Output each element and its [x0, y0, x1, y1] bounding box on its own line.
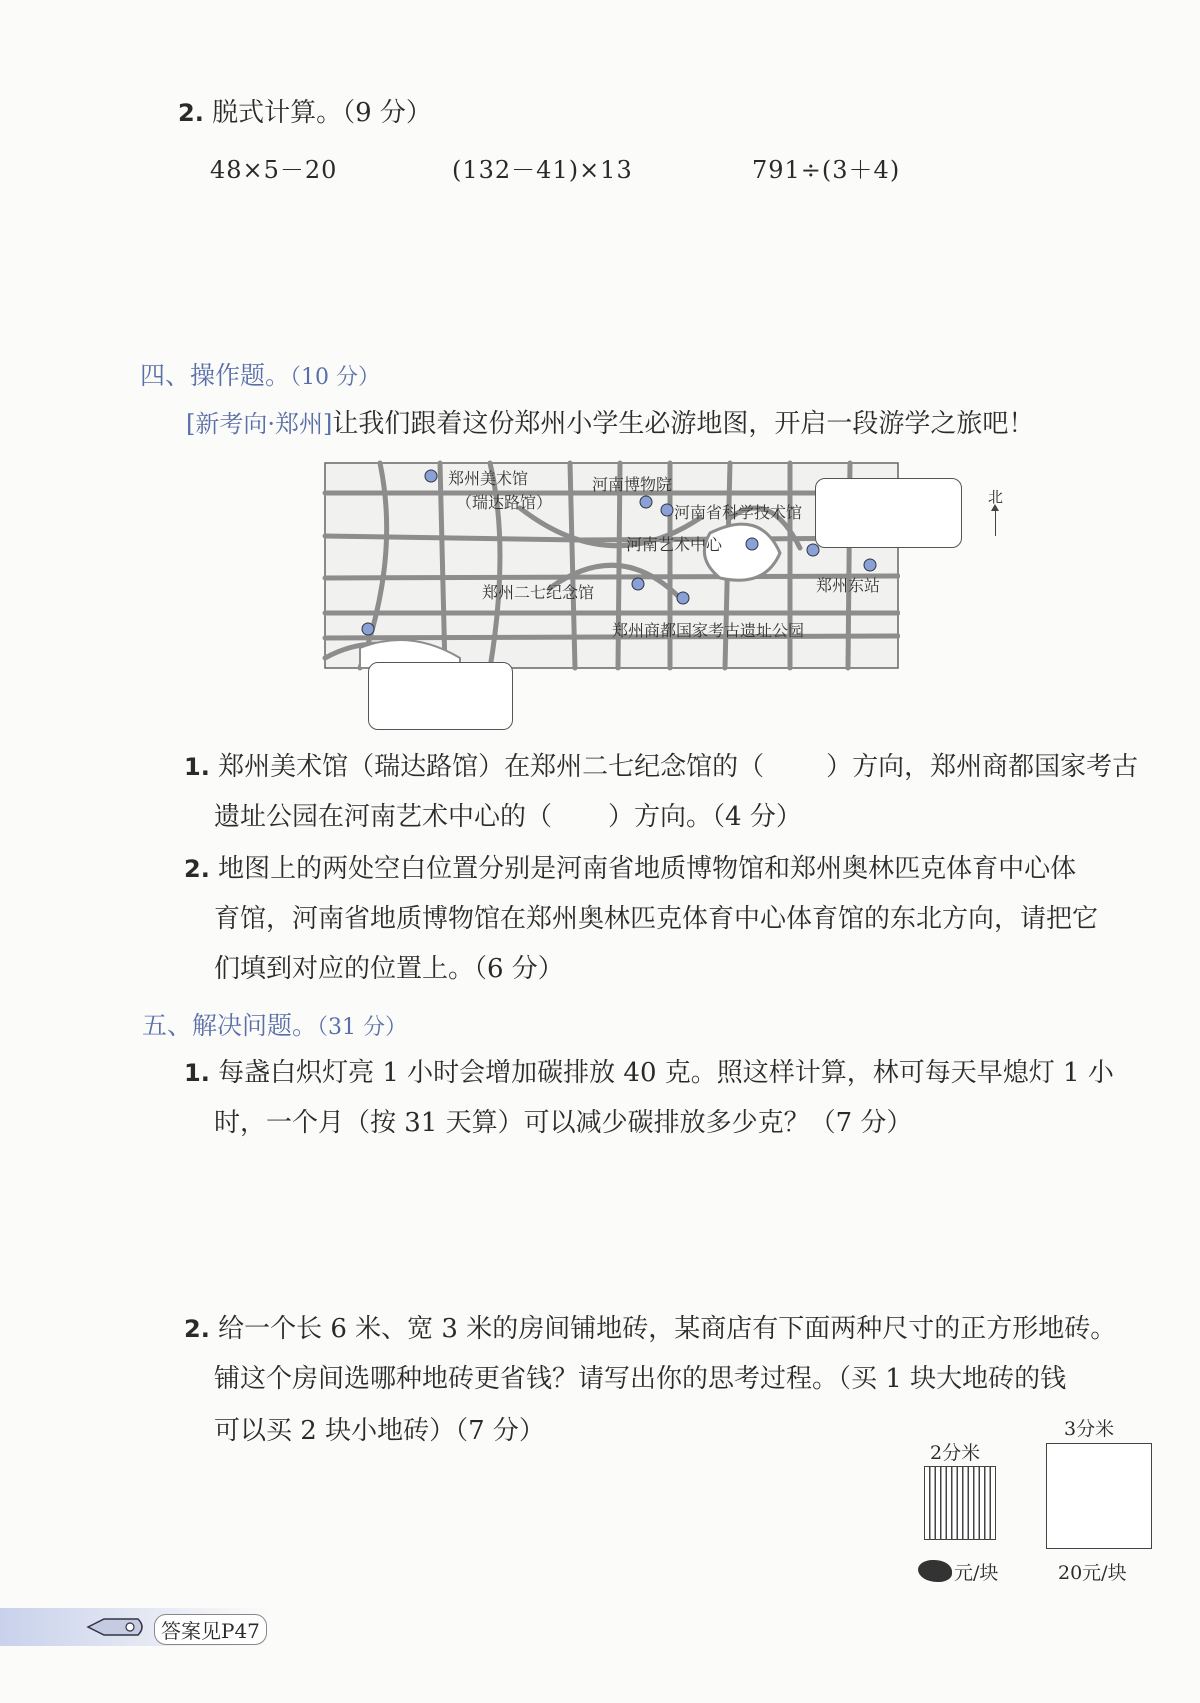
q1-text-a: 郑州美术馆（瑞达路馆）在郑州二七纪念馆的（: [218, 752, 765, 782]
label-science-museum: 河南省科学技术馆: [674, 503, 803, 522]
new-trend-tag: [新考向·郑州]: [186, 410, 333, 438]
question-number: 1.: [184, 753, 210, 781]
section-points: （31 分）: [317, 1015, 408, 1040]
blank-box-northeast[interactable]: [815, 478, 962, 548]
small-tile-price: 元/块: [954, 1562, 999, 1584]
small-tile: [924, 1466, 996, 1540]
label-shang-park: 郑州商都国家考古遗址公园: [612, 621, 805, 640]
s2-line1: 给一个长 6 米、宽 3 米的房间铺地砖，某商店有下面两种尺寸的正方形地砖。: [218, 1314, 1117, 1344]
s2-line2: 铺这个房间选哪种地砖更省钱？请写出你的思考过程。（买 1 块大地砖的钱: [214, 1364, 1067, 1394]
ink-blot-icon: [918, 1560, 952, 1582]
expression-1: 48×5－20: [210, 156, 338, 184]
pin-memorial: [632, 578, 644, 590]
expression-2: (132－41)×13: [452, 156, 633, 184]
label-east-station: 郑州东站: [816, 576, 881, 595]
label-art-museum: 郑州美术馆: [448, 469, 529, 488]
question-text: 脱式计算。（9 分）: [212, 98, 432, 128]
label-memorial: 郑州二七纪念馆: [482, 583, 595, 602]
map-question-2: [184, 852, 1076, 886]
q1-text-b: ）方向，郑州商都国家考古: [826, 752, 1139, 782]
answer-reference[interactable]: 答案见P47: [154, 1614, 267, 1645]
question-number: 2.: [184, 1315, 210, 1343]
section-heading: [140, 356, 380, 392]
label-henan-museum: 河南博物院: [592, 475, 673, 494]
pin-east-station: [864, 559, 876, 571]
label-art-center: 河南艺术中心: [626, 535, 723, 554]
blank-box-southwest[interactable]: [368, 662, 513, 730]
q2-line1: 地图上的两处空白位置分别是河南省地质博物馆和郑州奥林匹克体育中心体: [218, 854, 1077, 884]
pin-art-museum: [425, 470, 437, 482]
map-question-1: [184, 750, 1138, 784]
large-tile-size: 3分米: [1064, 1418, 1115, 1440]
question-number: 2.: [184, 855, 210, 883]
solve-question-2: [184, 1312, 1116, 1346]
pin-henan-museum: [640, 496, 652, 508]
q2-line2: 育馆，河南省地质博物馆在郑州奥林匹克体育中心体育馆的东北方向，请把它: [214, 904, 1099, 934]
map-question-1-line2: [214, 800, 802, 834]
large-tile: [1046, 1443, 1152, 1549]
north-arrow-head: [991, 504, 999, 511]
large-tile-price: 20元/块: [1058, 1562, 1127, 1584]
solve-question-1: [184, 1056, 1114, 1090]
intro-text: 让我们跟着这份郑州小学生必游地图，开启一段游学之旅吧！: [332, 409, 1035, 439]
s2-line3: 可以买 2 块小地砖）（7 分）: [214, 1416, 545, 1446]
q1-text-c: 遗址公园在河南艺术中心的（: [214, 802, 553, 832]
q2-line3: 们填到对应的位置上。（6 分）: [214, 954, 564, 984]
pin-science-museum: [661, 504, 673, 516]
question-number: 1.: [184, 1059, 210, 1087]
s1-line2: 时，一个月（按 31 天算）可以减少碳排放多少克？（7 分）: [214, 1108, 913, 1138]
q1-text-d: ）方向。（4 分）: [608, 802, 802, 832]
section-points: （10 分）: [290, 365, 381, 390]
section-title: 四、操作题。: [140, 361, 291, 390]
section-intro: [186, 407, 1034, 441]
pin-art-center: [746, 538, 758, 550]
question-number: 2.: [178, 99, 204, 127]
section-title: 五、解决问题。: [142, 1011, 318, 1040]
pin-geology: [807, 544, 819, 556]
calc-question: [178, 96, 432, 130]
small-tile-size: 2分米: [930, 1442, 981, 1464]
section-heading-5: [142, 1006, 407, 1042]
expression-3: 791÷(3＋4): [752, 156, 901, 184]
north-label: 北: [988, 488, 1004, 506]
rocket-icon: [86, 1614, 148, 1640]
s1-line1: 每盏白炽灯亮 1 小时会增加碳排放 40 克。照这样计算，林可每天早熄灯 1 小: [218, 1058, 1114, 1088]
pin-olympic: [362, 623, 374, 635]
pin-shang-park: [677, 592, 689, 604]
label-art-museum-sub: （瑞达路馆）: [456, 493, 553, 512]
